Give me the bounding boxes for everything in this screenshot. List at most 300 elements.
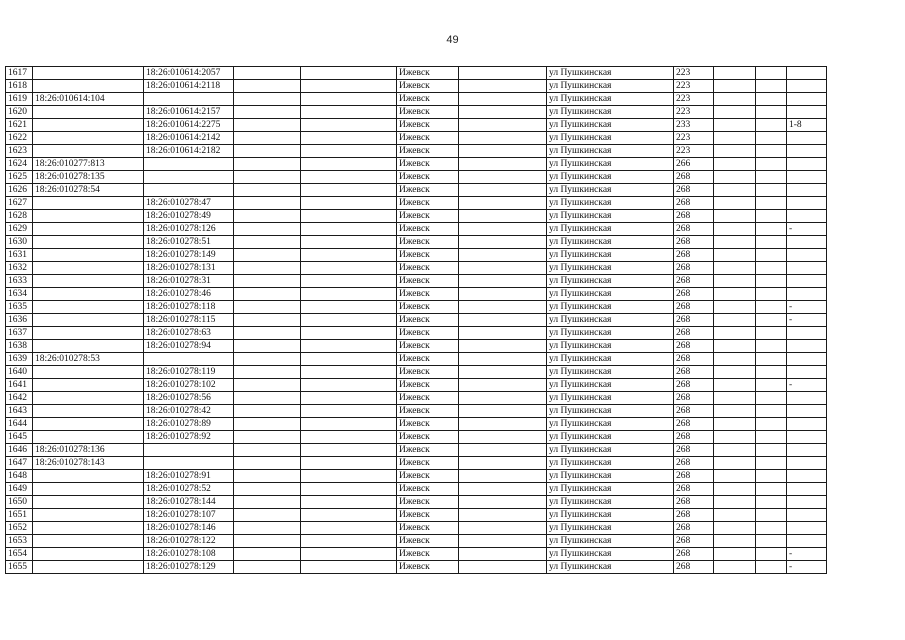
blank-cell-11 (756, 444, 787, 457)
row-number-cell: 1640 (6, 366, 33, 379)
blank-cell-5 (301, 405, 397, 418)
blank-cell-7 (459, 288, 547, 301)
cadastral-number-a-cell (33, 67, 144, 80)
blank-cell-10 (714, 444, 756, 457)
cadastral-number-b-cell: 18:26:010614:2057 (144, 67, 234, 80)
street-cell: ул Пушкинская (547, 301, 674, 314)
blank-cell-4 (234, 548, 301, 561)
blank-cell-11 (756, 392, 787, 405)
city-cell: Ижевск (397, 197, 459, 210)
table-row (6, 145, 827, 158)
house-number-cell: 223 (674, 106, 714, 119)
apartment-cell (787, 145, 827, 158)
house-number-cell: 268 (674, 405, 714, 418)
blank-cell-10 (714, 210, 756, 223)
table-row (6, 132, 827, 145)
street-cell: ул Пушкинская (547, 184, 674, 197)
blank-cell-7 (459, 418, 547, 431)
cadastral-number-a-cell (33, 249, 144, 262)
blank-cell-5 (301, 145, 397, 158)
blank-cell-4 (234, 262, 301, 275)
blank-cell-4 (234, 145, 301, 158)
cadastral-number-b-cell: 18:26:010278:47 (144, 197, 234, 210)
city-cell: Ижевск (397, 80, 459, 93)
blank-cell-10 (714, 236, 756, 249)
table-row (6, 184, 827, 197)
blank-cell-7 (459, 314, 547, 327)
blank-cell-11 (756, 496, 787, 509)
page-number: 49 (446, 34, 459, 46)
blank-cell-4 (234, 444, 301, 457)
street-cell: ул Пушкинская (547, 275, 674, 288)
street-cell: ул Пушкинская (547, 483, 674, 496)
blank-cell-7 (459, 366, 547, 379)
table-row (6, 106, 827, 119)
blank-cell-7 (459, 301, 547, 314)
apartment-cell (787, 444, 827, 457)
blank-cell-5 (301, 158, 397, 171)
blank-cell-4 (234, 327, 301, 340)
cadastral-number-a-cell (33, 262, 144, 275)
blank-cell-5 (301, 132, 397, 145)
street-cell: ул Пушкинская (547, 106, 674, 119)
blank-cell-10 (714, 483, 756, 496)
apartment-cell (787, 496, 827, 509)
blank-cell-11 (756, 171, 787, 184)
blank-cell-10 (714, 418, 756, 431)
row-number-cell: 1622 (6, 132, 33, 145)
blank-cell-10 (714, 431, 756, 444)
cadastral-number-b-cell: 18:26:010614:2275 (144, 119, 234, 132)
blank-cell-10 (714, 522, 756, 535)
blank-cell-4 (234, 314, 301, 327)
apartment-cell (787, 535, 827, 548)
table-row (6, 80, 827, 93)
cadastral-number-a-cell (33, 483, 144, 496)
blank-cell-10 (714, 223, 756, 236)
street-cell: ул Пушкинская (547, 366, 674, 379)
city-cell: Ижевск (397, 366, 459, 379)
blank-cell-10 (714, 106, 756, 119)
cadastral-number-a-cell (33, 132, 144, 145)
cadastral-number-b-cell: 18:26:010278:102 (144, 379, 234, 392)
row-number-cell: 1619 (6, 93, 33, 106)
blank-cell-10 (714, 405, 756, 418)
blank-cell-5 (301, 275, 397, 288)
cadastral-number-a-cell: 18:26:010278:136 (33, 444, 144, 457)
blank-cell-11 (756, 249, 787, 262)
blank-cell-4 (234, 275, 301, 288)
apartment-cell (787, 106, 827, 119)
cadastral-number-b-cell: 18:26:010278:91 (144, 470, 234, 483)
cadastral-number-a-cell: 18:26:010277:813 (33, 158, 144, 171)
house-number-cell: 268 (674, 548, 714, 561)
table-row (6, 262, 827, 275)
apartment-cell (787, 418, 827, 431)
cadastral-number-b-cell: 18:26:010278:94 (144, 340, 234, 353)
street-cell: ул Пушкинская (547, 457, 674, 470)
blank-cell-10 (714, 80, 756, 93)
blank-cell-5 (301, 522, 397, 535)
cadastral-number-a-cell (33, 522, 144, 535)
cadastral-number-b-cell: 18:26:010278:92 (144, 431, 234, 444)
blank-cell-4 (234, 106, 301, 119)
blank-cell-11 (756, 483, 787, 496)
house-number-cell: 268 (674, 418, 714, 431)
house-number-cell: 268 (674, 470, 714, 483)
cadastral-number-b-cell (144, 171, 234, 184)
city-cell: Ижевск (397, 119, 459, 132)
blank-cell-5 (301, 483, 397, 496)
street-cell: ул Пушкинская (547, 522, 674, 535)
apartment-cell (787, 483, 827, 496)
blank-cell-4 (234, 236, 301, 249)
blank-cell-10 (714, 93, 756, 106)
street-cell: ул Пушкинская (547, 93, 674, 106)
blank-cell-11 (756, 548, 787, 561)
table-row (6, 93, 827, 106)
table-row (6, 548, 827, 561)
table-row (6, 236, 827, 249)
blank-cell-10 (714, 353, 756, 366)
cadastral-number-a-cell: 18:26:010278:135 (33, 171, 144, 184)
cadastral-number-b-cell: 18:26:010278:89 (144, 418, 234, 431)
street-cell: ул Пушкинская (547, 327, 674, 340)
cadastral-number-b-cell: 18:26:010278:42 (144, 405, 234, 418)
city-cell: Ижевск (397, 561, 459, 574)
city-cell: Ижевск (397, 418, 459, 431)
house-number-cell: 233 (674, 119, 714, 132)
row-number-cell: 1628 (6, 210, 33, 223)
row-number-cell: 1655 (6, 561, 33, 574)
blank-cell-10 (714, 275, 756, 288)
row-number-cell: 1649 (6, 483, 33, 496)
city-cell: Ижевск (397, 457, 459, 470)
blank-cell-4 (234, 223, 301, 236)
blank-cell-4 (234, 80, 301, 93)
table-row (6, 340, 827, 353)
row-number-cell: 1645 (6, 431, 33, 444)
cadastral-number-b-cell: 18:26:010278:31 (144, 275, 234, 288)
blank-cell-4 (234, 67, 301, 80)
cadastral-number-b-cell (144, 457, 234, 470)
blank-cell-7 (459, 548, 547, 561)
blank-cell-10 (714, 327, 756, 340)
blank-cell-4 (234, 340, 301, 353)
street-cell: ул Пушкинская (547, 67, 674, 80)
blank-cell-11 (756, 223, 787, 236)
table-row (6, 210, 827, 223)
house-number-cell: 268 (674, 314, 714, 327)
row-number-cell: 1654 (6, 548, 33, 561)
blank-cell-7 (459, 496, 547, 509)
blank-cell-11 (756, 418, 787, 431)
cadastral-number-b-cell (144, 158, 234, 171)
register-body (6, 67, 827, 574)
blank-cell-11 (756, 67, 787, 80)
cadastral-number-b-cell: 18:26:010278:129 (144, 561, 234, 574)
row-number-cell: 1625 (6, 171, 33, 184)
street-cell: ул Пушкинская (547, 288, 674, 301)
cadastral-number-b-cell: 18:26:010278:51 (144, 236, 234, 249)
blank-cell-4 (234, 496, 301, 509)
blank-cell-10 (714, 470, 756, 483)
blank-cell-11 (756, 288, 787, 301)
city-cell: Ижевск (397, 145, 459, 158)
blank-cell-4 (234, 210, 301, 223)
cadastral-number-b-cell: 18:26:010278:126 (144, 223, 234, 236)
table-row (6, 392, 827, 405)
blank-cell-10 (714, 379, 756, 392)
table-row (6, 275, 827, 288)
blank-cell-10 (714, 67, 756, 80)
blank-cell-10 (714, 184, 756, 197)
street-cell: ул Пушкинская (547, 171, 674, 184)
table-row (6, 197, 827, 210)
blank-cell-5 (301, 67, 397, 80)
blank-cell-7 (459, 93, 547, 106)
city-cell: Ижевск (397, 405, 459, 418)
cadastral-number-b-cell: 18:26:010614:2182 (144, 145, 234, 158)
street-cell: ул Пушкинская (547, 223, 674, 236)
table-row (6, 314, 827, 327)
blank-cell-11 (756, 561, 787, 574)
blank-cell-11 (756, 314, 787, 327)
blank-cell-4 (234, 457, 301, 470)
house-number-cell: 268 (674, 483, 714, 496)
blank-cell-4 (234, 93, 301, 106)
blank-cell-5 (301, 470, 397, 483)
apartment-cell (787, 288, 827, 301)
cadastral-number-b-cell: 18:26:010278:49 (144, 210, 234, 223)
blank-cell-10 (714, 249, 756, 262)
blank-cell-7 (459, 379, 547, 392)
blank-cell-4 (234, 561, 301, 574)
apartment-cell: - (787, 561, 827, 574)
apartment-cell (787, 509, 827, 522)
street-cell: ул Пушкинская (547, 210, 674, 223)
cadastral-number-a-cell (33, 496, 144, 509)
street-cell: ул Пушкинская (547, 132, 674, 145)
blank-cell-10 (714, 366, 756, 379)
blank-cell-5 (301, 366, 397, 379)
cadastral-number-a-cell (33, 340, 144, 353)
table-row (6, 431, 827, 444)
house-number-cell: 268 (674, 197, 714, 210)
city-cell: Ижевск (397, 548, 459, 561)
blank-cell-11 (756, 379, 787, 392)
blank-cell-5 (301, 249, 397, 262)
blank-cell-5 (301, 119, 397, 132)
apartment-cell (787, 457, 827, 470)
blank-cell-11 (756, 236, 787, 249)
street-cell: ул Пушкинская (547, 80, 674, 93)
city-cell: Ижевск (397, 249, 459, 262)
house-number-cell: 268 (674, 223, 714, 236)
blank-cell-7 (459, 145, 547, 158)
cadastral-number-b-cell: 18:26:010614:2142 (144, 132, 234, 145)
cadastral-number-a-cell (33, 418, 144, 431)
blank-cell-7 (459, 392, 547, 405)
cadastral-number-a-cell (33, 327, 144, 340)
row-number-cell: 1635 (6, 301, 33, 314)
table-row (6, 327, 827, 340)
blank-cell-11 (756, 184, 787, 197)
blank-cell-10 (714, 457, 756, 470)
street-cell: ул Пушкинская (547, 262, 674, 275)
row-number-cell: 1636 (6, 314, 33, 327)
table-row (6, 119, 827, 132)
blank-cell-5 (301, 548, 397, 561)
apartment-cell (787, 249, 827, 262)
cadastral-number-b-cell: 18:26:010278:122 (144, 535, 234, 548)
street-cell: ул Пушкинская (547, 392, 674, 405)
street-cell: ул Пушкинская (547, 236, 674, 249)
apartment-cell (787, 275, 827, 288)
row-number-cell: 1623 (6, 145, 33, 158)
row-number-cell: 1618 (6, 80, 33, 93)
blank-cell-7 (459, 275, 547, 288)
house-number-cell: 268 (674, 379, 714, 392)
house-number-cell: 268 (674, 184, 714, 197)
city-cell: Ижевск (397, 483, 459, 496)
cadastral-number-a-cell (33, 210, 144, 223)
table-row (6, 301, 827, 314)
blank-cell-5 (301, 301, 397, 314)
blank-cell-10 (714, 340, 756, 353)
blank-cell-4 (234, 171, 301, 184)
house-number-cell: 268 (674, 340, 714, 353)
cadastral-number-a-cell (33, 106, 144, 119)
house-number-cell: 268 (674, 301, 714, 314)
house-number-cell: 268 (674, 457, 714, 470)
row-number-cell: 1652 (6, 522, 33, 535)
cadastral-number-b-cell: 18:26:010278:131 (144, 262, 234, 275)
table-row (6, 379, 827, 392)
house-number-cell: 268 (674, 535, 714, 548)
apartment-cell (787, 184, 827, 197)
blank-cell-7 (459, 184, 547, 197)
blank-cell-4 (234, 288, 301, 301)
street-cell: ул Пушкинская (547, 418, 674, 431)
cadastral-number-a-cell (33, 314, 144, 327)
blank-cell-4 (234, 184, 301, 197)
cadastral-number-b-cell: 18:26:010278:108 (144, 548, 234, 561)
blank-cell-5 (301, 418, 397, 431)
blank-cell-7 (459, 509, 547, 522)
house-number-cell: 268 (674, 366, 714, 379)
blank-cell-11 (756, 301, 787, 314)
cadastral-number-b-cell: 18:26:010278:118 (144, 301, 234, 314)
cadastral-number-b-cell: 18:26:010278:107 (144, 509, 234, 522)
city-cell: Ижевск (397, 431, 459, 444)
blank-cell-5 (301, 340, 397, 353)
cadastral-number-b-cell: 18:26:010278:146 (144, 522, 234, 535)
house-number-cell: 223 (674, 132, 714, 145)
table-row (6, 509, 827, 522)
blank-cell-5 (301, 184, 397, 197)
row-number-cell: 1647 (6, 457, 33, 470)
city-cell: Ижевск (397, 106, 459, 119)
table-row (6, 158, 827, 171)
blank-cell-11 (756, 509, 787, 522)
apartment-cell (787, 392, 827, 405)
city-cell: Ижевск (397, 171, 459, 184)
house-number-cell: 223 (674, 145, 714, 158)
row-number-cell: 1651 (6, 509, 33, 522)
street-cell: ул Пушкинская (547, 353, 674, 366)
city-cell: Ижевск (397, 327, 459, 340)
apartment-cell (787, 522, 827, 535)
city-cell: Ижевск (397, 158, 459, 171)
blank-cell-11 (756, 93, 787, 106)
blank-cell-4 (234, 366, 301, 379)
city-cell: Ижевск (397, 509, 459, 522)
blank-cell-7 (459, 457, 547, 470)
blank-cell-11 (756, 210, 787, 223)
house-number-cell: 268 (674, 327, 714, 340)
city-cell: Ижевск (397, 223, 459, 236)
blank-cell-4 (234, 405, 301, 418)
row-number-cell: 1634 (6, 288, 33, 301)
cadastral-number-a-cell (33, 275, 144, 288)
cadastral-number-b-cell: 18:26:010278:115 (144, 314, 234, 327)
blank-cell-7 (459, 223, 547, 236)
city-cell: Ижевск (397, 236, 459, 249)
table-row (6, 470, 827, 483)
table-row (6, 522, 827, 535)
blank-cell-5 (301, 353, 397, 366)
blank-cell-4 (234, 301, 301, 314)
house-number-cell: 268 (674, 353, 714, 366)
blank-cell-11 (756, 262, 787, 275)
table-row (6, 67, 827, 80)
blank-cell-7 (459, 158, 547, 171)
cadastral-number-a-cell (33, 405, 144, 418)
blank-cell-4 (234, 431, 301, 444)
table-row (6, 496, 827, 509)
blank-cell-11 (756, 158, 787, 171)
apartment-cell (787, 67, 827, 80)
row-number-cell: 1639 (6, 353, 33, 366)
street-cell: ул Пушкинская (547, 197, 674, 210)
apartment-cell: - (787, 314, 827, 327)
city-cell: Ижевск (397, 353, 459, 366)
blank-cell-4 (234, 119, 301, 132)
blank-cell-7 (459, 535, 547, 548)
cadastral-number-a-cell (33, 561, 144, 574)
city-cell: Ижевск (397, 132, 459, 145)
row-number-cell: 1630 (6, 236, 33, 249)
row-number-cell: 1629 (6, 223, 33, 236)
blank-cell-10 (714, 119, 756, 132)
blank-cell-7 (459, 353, 547, 366)
row-number-cell: 1646 (6, 444, 33, 457)
blank-cell-5 (301, 80, 397, 93)
blank-cell-4 (234, 418, 301, 431)
row-number-cell: 1642 (6, 392, 33, 405)
house-number-cell: 268 (674, 561, 714, 574)
apartment-cell (787, 405, 827, 418)
blank-cell-4 (234, 249, 301, 262)
blank-cell-5 (301, 457, 397, 470)
table-row (6, 366, 827, 379)
city-cell: Ижевск (397, 288, 459, 301)
street-cell: ул Пушкинская (547, 444, 674, 457)
blank-cell-10 (714, 301, 756, 314)
blank-cell-10 (714, 262, 756, 275)
house-number-cell: 223 (674, 67, 714, 80)
